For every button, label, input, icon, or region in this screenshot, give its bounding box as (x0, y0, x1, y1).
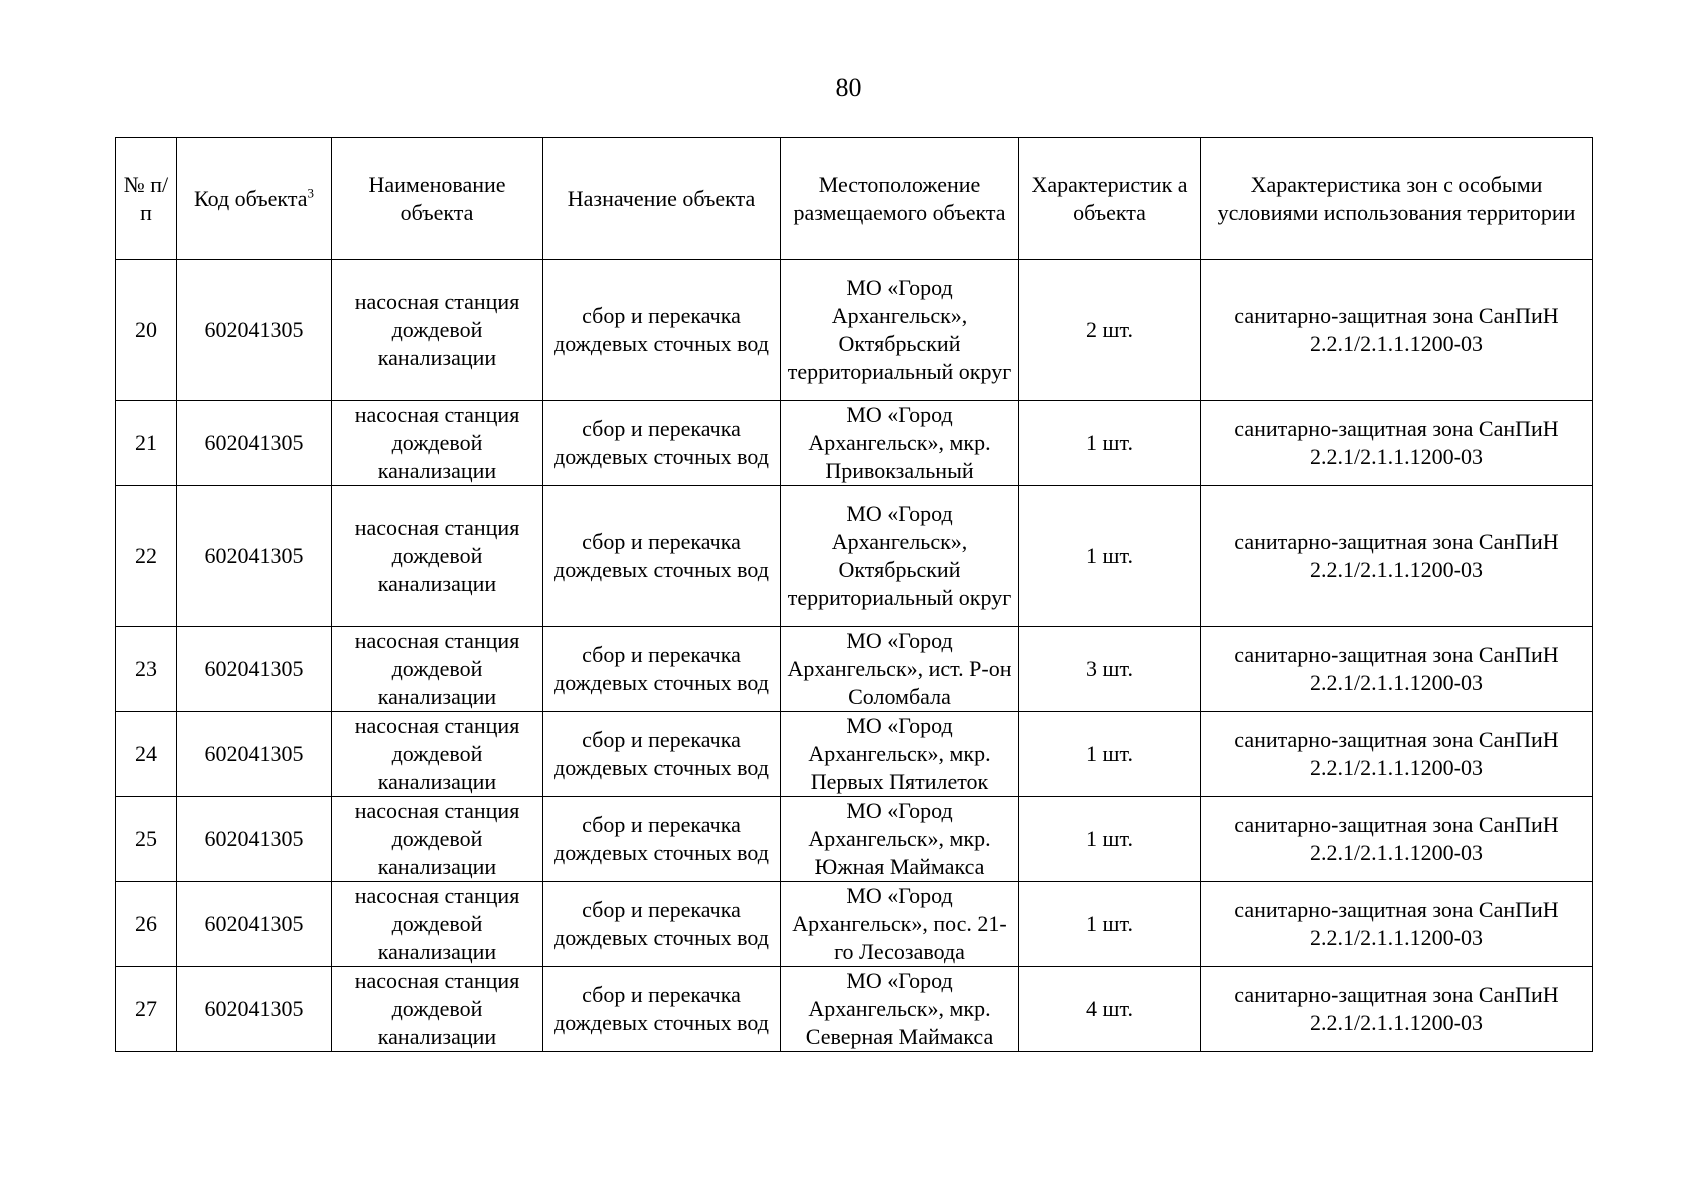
cell-location: МО «Город Архангельск», Октябрьский территориальный округ (781, 260, 1019, 401)
cell-characteristic: 1 шт. (1019, 486, 1201, 627)
cell-name: насосная станция дождевой канализации (332, 712, 543, 797)
cell-num: 22 (116, 486, 177, 627)
cell-code: 602041305 (177, 486, 332, 627)
cell-code: 602041305 (177, 260, 332, 401)
table-row (116, 486, 1593, 627)
cell-code: 602041305 (177, 627, 332, 712)
cell-code: 602041305 (177, 797, 332, 882)
header-name: Наименование объекта (332, 138, 543, 260)
cell-name: насосная станция дождевой канализации (332, 260, 543, 401)
cell-zones: санитарно-защитная зона СанПиН 2.2.1/2.1.1.1200-03 (1201, 260, 1593, 401)
cell-location: МО «Город Архангельск», мкр. Северная Маймакса (781, 967, 1019, 1052)
cell-zones: санитарно-защитная зона СанПиН 2.2.1/2.1.1.1200-03 (1201, 797, 1593, 882)
cell-num: 24 (116, 712, 177, 797)
cell-purpose: сбор и перекачка дождевых сточных вод (543, 797, 781, 882)
cell-location: МО «Город Архангельск», Октябрьский территориальный округ (781, 486, 1019, 627)
cell-characteristic: 1 шт. (1019, 712, 1201, 797)
header-characteristic: Характеристик а объекта (1019, 138, 1201, 260)
table-row (116, 967, 1593, 1052)
cell-characteristic: 1 шт. (1019, 882, 1201, 967)
cell-characteristic: 3 шт. (1019, 627, 1201, 712)
header-code-label: Код объекта (194, 185, 308, 211)
cell-characteristic: 2 шт. (1019, 260, 1201, 401)
header-code (177, 138, 332, 260)
cell-name: насосная станция дождевой канализации (332, 401, 543, 486)
objects-table (115, 137, 1593, 1052)
table-row (116, 627, 1593, 712)
cell-num: 23 (116, 627, 177, 712)
cell-characteristic: 1 шт. (1019, 797, 1201, 882)
table-header-row (116, 138, 1593, 260)
cell-code: 602041305 (177, 967, 332, 1052)
cell-name: насосная станция дождевой канализации (332, 486, 543, 627)
footnote-mark: 3 (307, 185, 314, 201)
cell-purpose: сбор и перекачка дождевых сточных вод (543, 882, 781, 967)
cell-purpose: сбор и перекачка дождевых сточных вод (543, 967, 781, 1052)
cell-name: насосная станция дождевой канализации (332, 882, 543, 967)
cell-zones: санитарно-защитная зона СанПиН 2.2.1/2.1.1.1200-03 (1201, 627, 1593, 712)
cell-code: 602041305 (177, 712, 332, 797)
cell-name: насосная станция дождевой канализации (332, 967, 543, 1052)
cell-location: МО «Город Архангельск», пос. 21-го Лесозавода (781, 882, 1019, 967)
cell-num: 26 (116, 882, 177, 967)
table-row (116, 797, 1593, 882)
cell-zones: санитарно-защитная зона СанПиН 2.2.1/2.1.1.1200-03 (1201, 967, 1593, 1052)
cell-location: МО «Город Архангельск», мкр. Первых Пятилеток (781, 712, 1019, 797)
cell-characteristic: 1 шт. (1019, 401, 1201, 486)
cell-purpose: сбор и перекачка дождевых сточных вод (543, 401, 781, 486)
cell-num: 25 (116, 797, 177, 882)
cell-zones: санитарно-защитная зона СанПиН 2.2.1/2.1.1.1200-03 (1201, 486, 1593, 627)
cell-location: МО «Город Архангельск», мкр. Привокзальный (781, 401, 1019, 486)
cell-zones: санитарно-защитная зона СанПиН 2.2.1/2.1.1.1200-03 (1201, 712, 1593, 797)
table-row (116, 882, 1593, 967)
table-row (116, 401, 1593, 486)
table-row (116, 712, 1593, 797)
header-location: Местоположение размещаемого объекта (781, 138, 1019, 260)
page-number: 80 (835, 73, 862, 102)
cell-num: 27 (116, 967, 177, 1052)
cell-num: 20 (116, 260, 177, 401)
table-row (116, 260, 1593, 401)
cell-code: 602041305 (177, 882, 332, 967)
cell-num: 21 (116, 401, 177, 486)
cell-code: 602041305 (177, 401, 332, 486)
cell-name: насосная станция дождевой канализации (332, 627, 543, 712)
cell-purpose: сбор и перекачка дождевых сточных вод (543, 627, 781, 712)
cell-purpose: сбор и перекачка дождевых сточных вод (543, 486, 781, 627)
header-purpose: Назначение объекта (543, 138, 781, 260)
header-num: № п/п (116, 138, 177, 260)
cell-characteristic: 4 шт. (1019, 967, 1201, 1052)
header-zones: Характеристика зон с особыми условиями использования территории (1201, 138, 1593, 260)
cell-purpose: сбор и перекачка дождевых сточных вод (543, 712, 781, 797)
cell-zones: санитарно-защитная зона СанПиН 2.2.1/2.1.1.1200-03 (1201, 401, 1593, 486)
cell-location: МО «Город Архангельск», мкр. Южная Маймакса (781, 797, 1019, 882)
cell-zones: санитарно-защитная зона СанПиН 2.2.1/2.1.1.1200-03 (1201, 882, 1593, 967)
cell-purpose: сбор и перекачка дождевых сточных вод (543, 260, 781, 401)
cell-location: МО «Город Архангельск», ист. Р-он Соломбала (781, 627, 1019, 712)
cell-name: насосная станция дождевой канализации (332, 797, 543, 882)
